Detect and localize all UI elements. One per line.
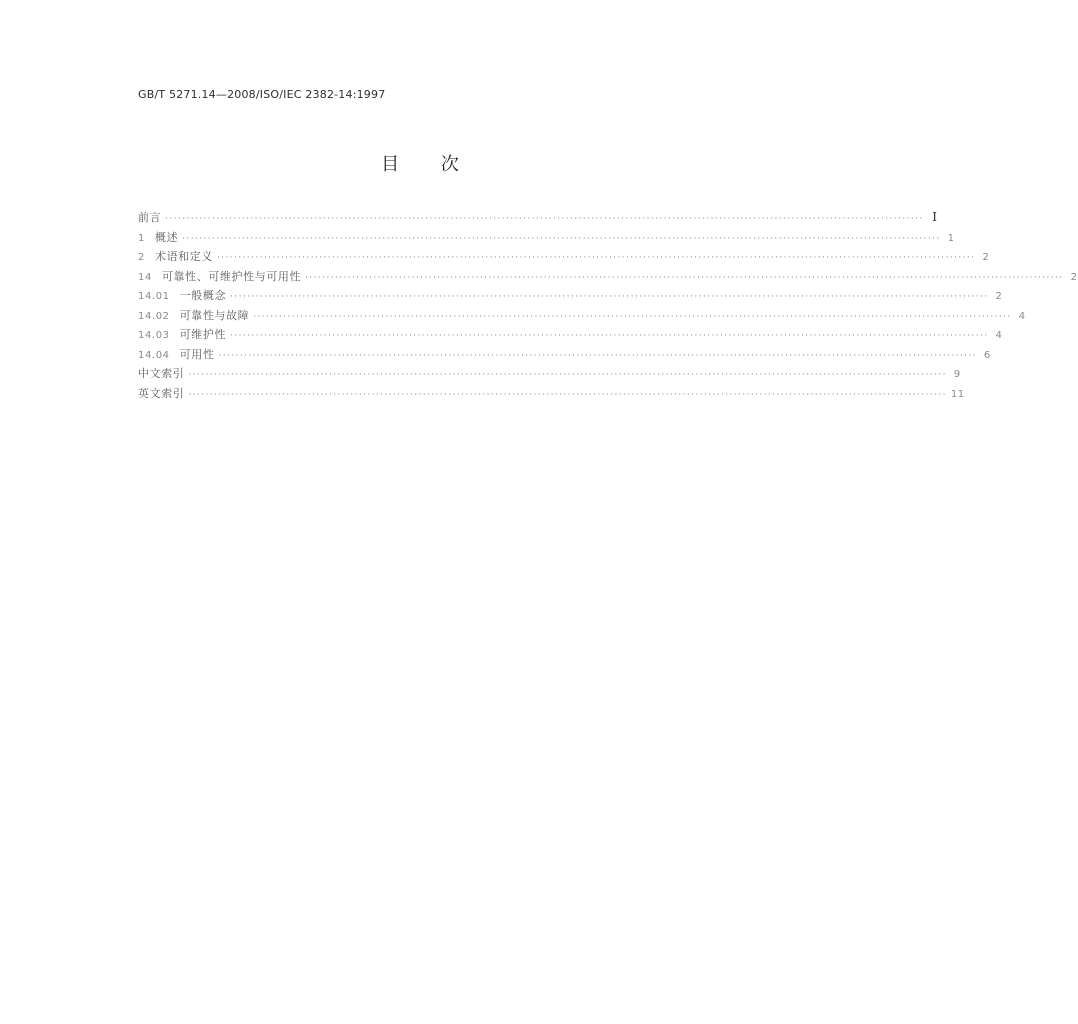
toc-dot-leader: ·················································································································································································· bbox=[165, 214, 924, 224]
toc-dot-leader: ·················································································································································································· bbox=[305, 272, 1064, 283]
toc-entry-page: Ⅰ bbox=[932, 210, 938, 224]
table-of-contents bbox=[138, 209, 1078, 404]
toc-entry-label: 概述 bbox=[154, 230, 179, 244]
toc-entry-label: 一般概念 bbox=[179, 289, 227, 302]
document-header-standard-number: GB/T 5271.14—2008/ISO/IEC 2382-14:1997 bbox=[138, 88, 386, 101]
toc-entry-number: 1 bbox=[138, 232, 145, 244]
toc-title: 目 次 bbox=[381, 154, 459, 175]
toc-entry-terms-definitions[interactable] bbox=[138, 248, 990, 268]
toc-entry-label: 前言 bbox=[138, 211, 162, 224]
toc-entry-overview[interactable] bbox=[138, 229, 955, 249]
toc-entry-page: 1 bbox=[947, 232, 955, 244]
toc-entry-section-14-03[interactable] bbox=[138, 326, 1003, 346]
toc-entry-label: 可靠性、可维护性与可用性 bbox=[161, 269, 302, 283]
toc-entry-section-14-02[interactable] bbox=[138, 307, 1026, 327]
toc-dot-leader: ·················································································································································································· bbox=[188, 389, 947, 400]
toc-entry-page: 11 bbox=[950, 388, 965, 400]
toc-entry-label: 英文索引 bbox=[138, 386, 185, 400]
toc-dot-leader: ·················································································································································································· bbox=[230, 292, 989, 302]
toc-dot-leader: ·················································································································································································· bbox=[253, 311, 1012, 322]
toc-entry-number: 14.02 bbox=[138, 310, 170, 322]
toc-dot-leader: ·················································································································································································· bbox=[230, 331, 989, 341]
toc-entry-page: 4 bbox=[1018, 310, 1026, 322]
toc-entry-number: 14.01 bbox=[138, 291, 170, 302]
toc-entry-page: 2 bbox=[1070, 271, 1078, 283]
toc-entry-section-14[interactable] bbox=[138, 268, 1078, 288]
toc-entry-page: 2 bbox=[995, 291, 1003, 302]
toc-dot-leader: ·················································································································································································· bbox=[188, 370, 947, 380]
toc-entry-label: 术语和定义 bbox=[154, 250, 213, 263]
toc-dot-leader: ·················································································································································································· bbox=[216, 253, 976, 263]
toc-entry-chinese-index[interactable] bbox=[138, 365, 961, 385]
toc-entry-page: 4 bbox=[995, 330, 1003, 341]
toc-entry-label: 可维护性 bbox=[179, 328, 227, 341]
toc-entry-label: 中文索引 bbox=[138, 367, 185, 380]
toc-entry-page: 6 bbox=[983, 349, 991, 361]
toc-entry-section-14-01[interactable] bbox=[138, 287, 1003, 307]
toc-entry-number: 2 bbox=[138, 252, 145, 263]
toc-entry-label: 可靠性与故障 bbox=[179, 308, 250, 322]
toc-entry-english-index[interactable] bbox=[138, 385, 965, 405]
toc-entry-page: 2 bbox=[982, 252, 990, 263]
toc-entry-preface[interactable] bbox=[138, 209, 938, 229]
toc-entry-section-14-04[interactable] bbox=[138, 346, 991, 366]
toc-dot-leader: ·················································································································································································· bbox=[218, 350, 977, 361]
toc-dot-leader: ·················································································································································································· bbox=[182, 233, 941, 244]
toc-entry-number: 14.04 bbox=[138, 349, 170, 361]
toc-entry-number: 14.03 bbox=[138, 330, 170, 341]
toc-entry-page: 9 bbox=[953, 369, 961, 380]
toc-entry-number: 14 bbox=[138, 271, 152, 283]
toc-entry-label: 可用性 bbox=[179, 347, 215, 361]
